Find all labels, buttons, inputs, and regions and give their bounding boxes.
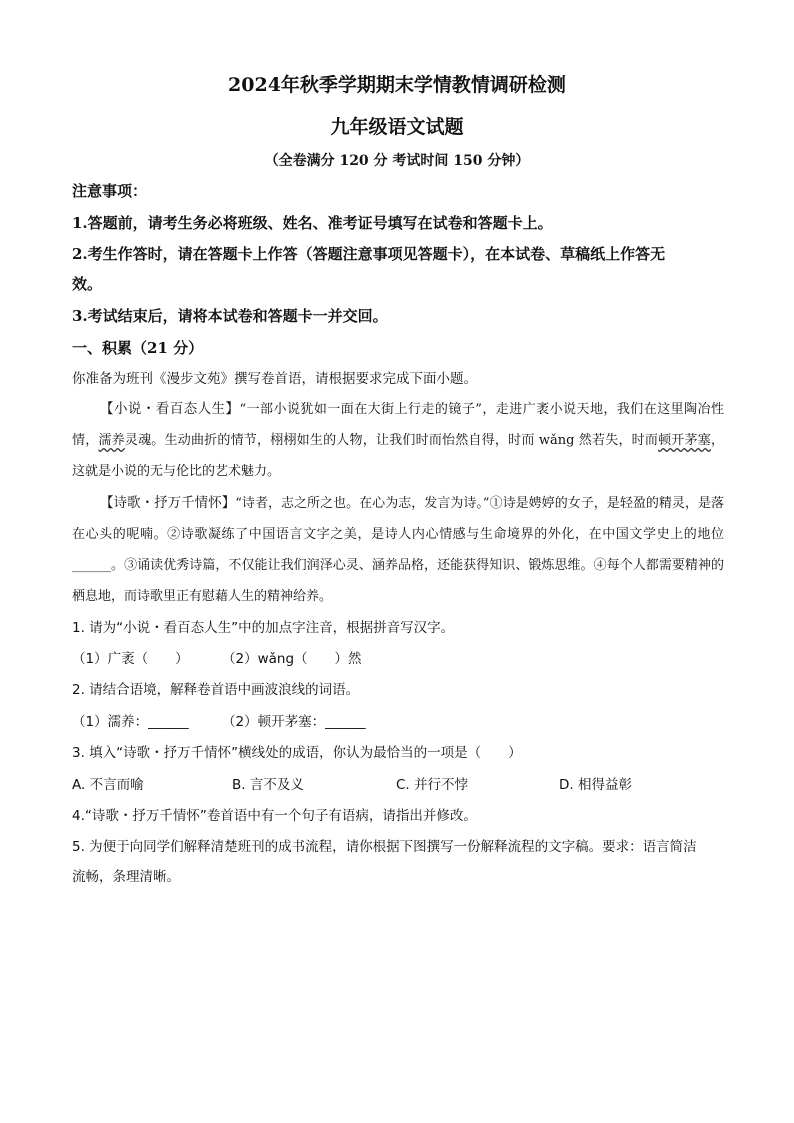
passage-novel	[72, 394, 724, 487]
question-3: 3. 填入“诗歌・抒万千情怀”横线处的成语，你认为最恰当的一项是（ ）	[72, 745, 522, 761]
question-2-part-2: （2）顿开茅塞：______	[222, 714, 366, 730]
passage-poetry-text: “诗者，志之所之也。在心为志，发言为诗。”①诗是娉婷的女子，是轻盈的精灵，是落在心头的呢喃。②诗歌凝练了中国语言文字之美，是诗人内心情感与生命境界的外化，在中国文学史上的地位______。③诵读优秀诗篇，不仅能让我们润泽心灵、涵养品格，还能获得知识、锻炼思维。④每个人都需要精神的栖息地，而诗歌里正有慰藉人生的精神给养。	[72, 496, 725, 604]
question-2: 2. 请结合语境，解释卷首语中画波浪线的词语。	[72, 682, 360, 698]
question-1-part-1: （1）广袤（ ）	[72, 651, 189, 667]
question-4: 4.“诗歌・抒万千情怀”卷首语中有一个句子有语病，请指出并修改。	[72, 808, 477, 824]
passage-poetry	[72, 488, 724, 612]
question-5: 5. 为便于向同学们解释清楚班刊的成书流程，请你根据下图撰写一份解释流程的文字稿。要求：语言简洁	[72, 839, 697, 855]
question-1: 1. 请为“小说・看百态人生”中的加点字注音，根据拼音写汉字。	[72, 620, 455, 636]
question-5-cont: 流畅，条理清晰。	[72, 869, 180, 885]
note-2-cont: 效。	[72, 275, 103, 293]
passage-novel-text-2: 灵魂。生动曲折的情节，栩栩如生的人物，让我们时而怡然自得，时而 wǎng 然若失，时而	[124, 433, 659, 448]
passage-poetry-lead: 【诗歌・抒万千情怀】	[100, 495, 236, 511]
section-intro: 你准备为班刊《漫步文苑》撰写卷首语，请根据要求完成下面小题。	[72, 371, 477, 387]
section-heading: 一、积累（21 分）	[72, 339, 204, 357]
note-2: 2.考生作答时，请在答题卡上作答（答题注意事项见答题卡），在本试卷、草稿纸上作答无	[72, 245, 666, 263]
notes-heading: 注意事项：	[72, 182, 148, 200]
option-d: D. 相得益彰	[559, 777, 632, 793]
exam-meta: （全卷满分 120 分 考试时间 150 分钟）	[264, 153, 530, 169]
question-1-part-2: （2）wǎng（ ）然	[222, 651, 362, 667]
option-c: C. 并行不悖	[396, 777, 469, 793]
exam-title: 2024年秋季学期期末学情教情调研检测	[228, 74, 566, 96]
note-1: 1.答题前，请考生务必将班级、姓名、准考证号填写在试卷和答题卡上。	[72, 214, 553, 232]
passage-novel-lead: 【小说・看百态人生】	[100, 401, 240, 417]
note-3: 3.考试结束后，请将本试卷和答题卡一并交回。	[72, 307, 388, 325]
wavy-word-dunkaimaose: 顿开茅塞	[658, 433, 711, 448]
passage-novel-text-3: ，这就是小说的无与伦比的艺术魅力。	[72, 433, 724, 479]
question-2-part-1: （1）濡养：______	[72, 714, 189, 730]
wavy-word-ruyang: 濡养	[98, 433, 125, 448]
option-a: A. 不言而喻	[72, 777, 144, 793]
exam-subject: 九年级语文试题	[330, 116, 464, 138]
option-b: B. 言不及义	[232, 777, 304, 793]
passage-novel-text-1: “一部小说犹如一面在大街上行走的镜子”，走进广袤小说天地，我们在这里陶冶性情，	[72, 402, 725, 448]
